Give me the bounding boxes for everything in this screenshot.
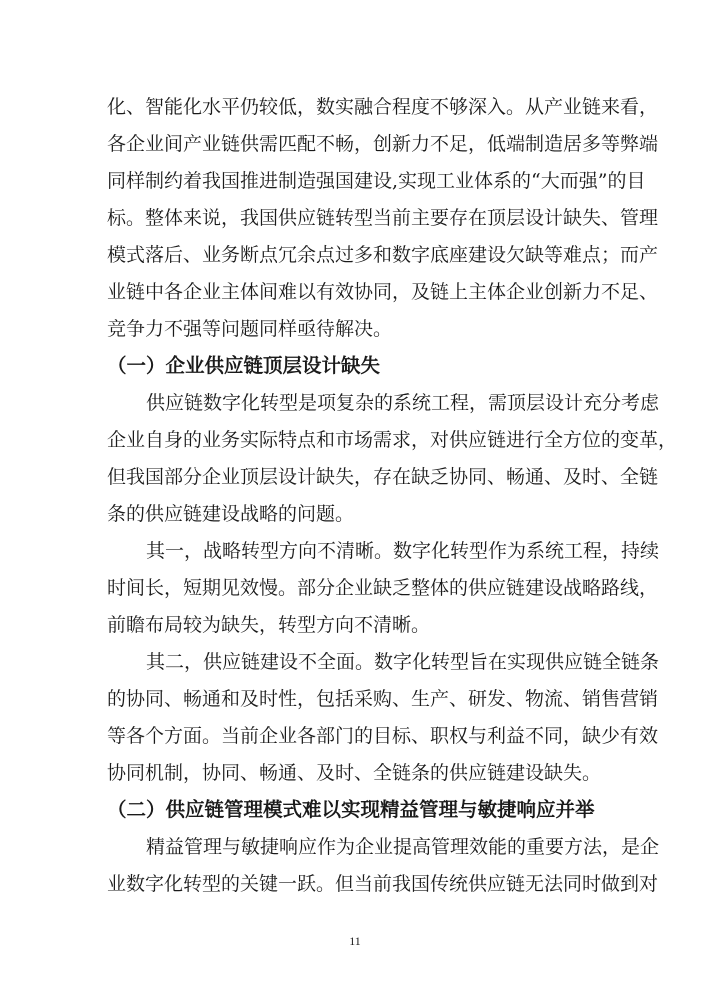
paragraph-line: 供应链数字化转型是项复杂的系统工程，需顶层设计充分考虑 <box>146 392 660 414</box>
section-heading: （二）供应链管理模式难以实现精益管理与敏捷响应并举 <box>107 798 595 821</box>
paragraph-line: 同样制约着我国推进制造强国建设,实现工业体系的“大而强”的目 <box>107 170 646 192</box>
paragraph-line: 标。整体来说，我国供应链转型当前主要存在顶层设计缺失、管理 <box>107 207 659 229</box>
paragraph-line: 其一，战略转型方向不清晰。数字化转型作为系统工程，持续 <box>146 540 660 562</box>
paragraph-line: 但我国部分企业顶层设计缺失，存在缺乏协同、畅通、及时、全链 <box>107 466 659 488</box>
paragraph-line: 各企业间产业链供需匹配不畅，创新力不足，低端制造居多等弊端 <box>107 133 659 155</box>
paragraph-line: 前瞻布局较为缺失，转型方向不清晰。 <box>107 614 431 636</box>
paragraph-line: 条的供应链建设战略的问题。 <box>107 503 355 525</box>
paragraph-line: 其二，供应链建设不全面。数字化转型旨在实现供应链全链条 <box>146 651 660 673</box>
paragraph-line: 竞争力不强等问题同样亟待解决。 <box>107 318 393 340</box>
paragraph-line: 精益管理与敏捷响应作为企业提高管理效能的重要方法，是企 <box>146 836 660 858</box>
section-heading: （一）企业供应链顶层设计缺失 <box>107 354 381 377</box>
page-number: 11 <box>349 934 361 948</box>
paragraph-line: 协同机制，协同、畅通、及时、全链条的供应链建设缺失。 <box>107 762 602 784</box>
paragraph-line: 的协同、畅通和及时性，包括采购、生产、研发、物流、销售营销 <box>107 688 659 710</box>
paragraph-line: 等各个方面。当前企业各部门的目标、职权与利益不同，缺少有效 <box>107 725 659 747</box>
paragraph-line: 业链中各企业主体间难以有效协同，及链上主体企业创新力不足、 <box>107 281 659 303</box>
paragraph-line: 企业自身的业务实际特点和市场需求，对供应链进行全方位的变革， <box>107 429 678 451</box>
paragraph-line: 化、智能化水平仍较低，数实融合程度不够深入。从产业链来看， <box>107 96 659 118</box>
paragraph-line: 业数字化转型的关键一跃。但当前我国传统供应链无法同时做到对 <box>107 873 659 895</box>
paragraph-line: 模式落后、业务断点冗余点过多和数字底座建设欠缺等难点；而产 <box>107 244 659 266</box>
paragraph-line: 时间长，短期见效慢。部分企业缺乏整体的供应链建设战略路线， <box>107 577 659 599</box>
